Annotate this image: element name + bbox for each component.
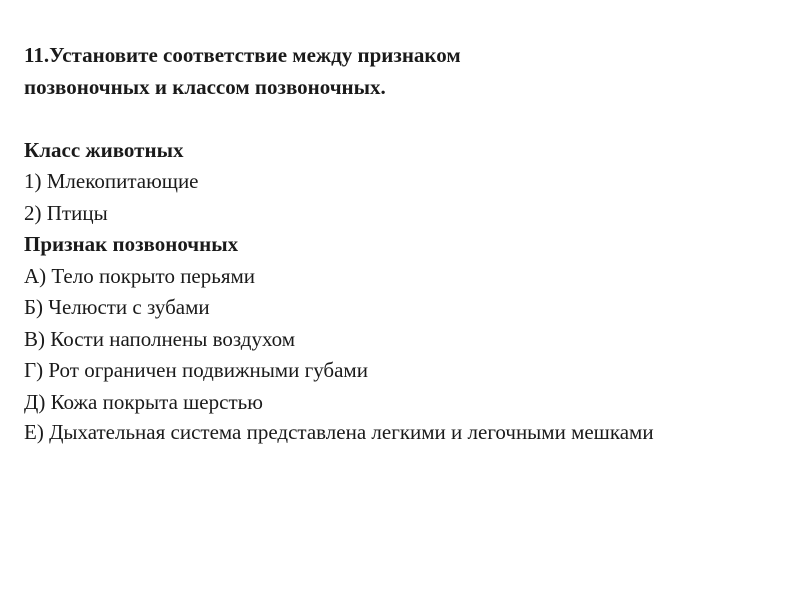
class-item-2: 2) Птицы (24, 200, 108, 225)
feature-item-v: В) Кости наполнены воздухом (24, 326, 296, 351)
features-list (24, 261, 764, 447)
classes-list (24, 166, 764, 229)
classes-heading: Класс животных (24, 137, 184, 162)
question-title-line-1: 11.Установите соответствие между признаком (24, 43, 461, 67)
feature-item-g: Г) Рот ограничен подвижными губами (24, 358, 368, 382)
feature-item-a: А) Тело покрыто перьями (24, 263, 256, 288)
feature-item-b: Б) Челюсти с зубами (24, 295, 210, 319)
question-title-line-2: позвоночных и классом позвоночных. (24, 74, 386, 99)
feature-item-d: Д) Кожа покрыта шерстью (24, 389, 263, 414)
class-item-1: 1) Млекопитающие (24, 169, 199, 193)
feature-item-e: Е) Дыхательная система представлена легкими и легочными мешками (24, 420, 654, 444)
question-content (24, 40, 764, 446)
features-heading: Признак позвоночных (24, 232, 239, 256)
question-title (24, 40, 764, 103)
